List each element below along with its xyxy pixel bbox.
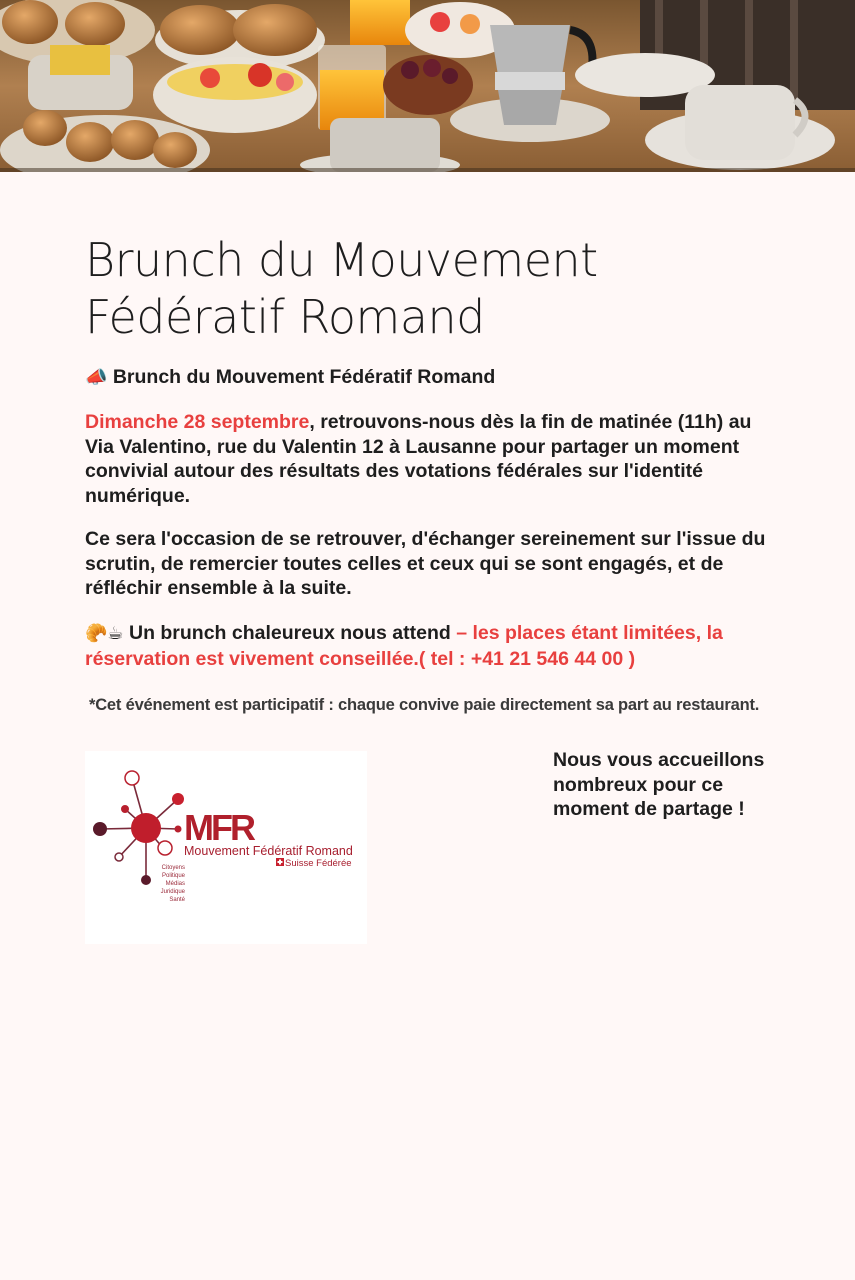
brunch-text: Un brunch chaleureux nous attend xyxy=(123,622,457,644)
logo-pillar: Citoyens xyxy=(161,865,185,871)
coffee-icon: ☕ xyxy=(107,623,124,644)
breakfast-table-photo xyxy=(0,0,855,172)
mfr-logo xyxy=(85,751,367,944)
reservation-paragraph xyxy=(85,621,775,671)
logo-acronym: MFR xyxy=(184,807,253,848)
logo-pillar: Juridique xyxy=(160,889,185,895)
event-subtitle xyxy=(85,364,495,391)
closing-message: Nous vous accueillons nombreux pour ce moment de partage ! xyxy=(553,749,765,820)
event-date: Dimanche 28 septembre xyxy=(85,411,310,433)
logo-pillar: Santé xyxy=(169,897,185,903)
subtitle-text: Brunch du Mouvement Fédératif Romand xyxy=(112,366,496,388)
mfr-logo-graphic xyxy=(85,751,367,944)
hero-image xyxy=(0,0,855,172)
participation-note: *Cet événement est participatif : chaque convive paie directement sa part au restaurant. xyxy=(89,696,760,714)
logo-tagline: Suisse Fédérée xyxy=(285,858,352,869)
event-purpose-paragraph: Ce sera l'occasion de se retrouver, d'échanger sereinement sur l'issue du scrutin, de remercier toutes celles et ceux qui se sont engagés, et de réfléchir ensemble à la suite. xyxy=(85,528,766,599)
event-details-text: , retrouvons-nous dès la fin de matinée (11h) au Via Valentino, rue du Valentin 12 à Lausanne pour partager un moment convivial autour des résultats des votations fédérales sur l'identité numérique. xyxy=(85,411,752,507)
reservation-notice: – les places étant limitées, la réservation est vivement conseillée.( tel : +41 21 546 44 00 ) xyxy=(85,622,723,670)
logo-pillar: Politique xyxy=(161,873,185,879)
croissant-icon: 🥐 xyxy=(85,623,108,644)
logo-pillar: Médias xyxy=(165,881,185,887)
page-title: Brunch du Mouvement Fédératif Romand xyxy=(85,233,598,344)
megaphone-icon: 📣 xyxy=(85,367,108,388)
logo-name: Mouvement Fédératif Romand xyxy=(184,844,353,858)
event-details-paragraph xyxy=(85,410,775,508)
